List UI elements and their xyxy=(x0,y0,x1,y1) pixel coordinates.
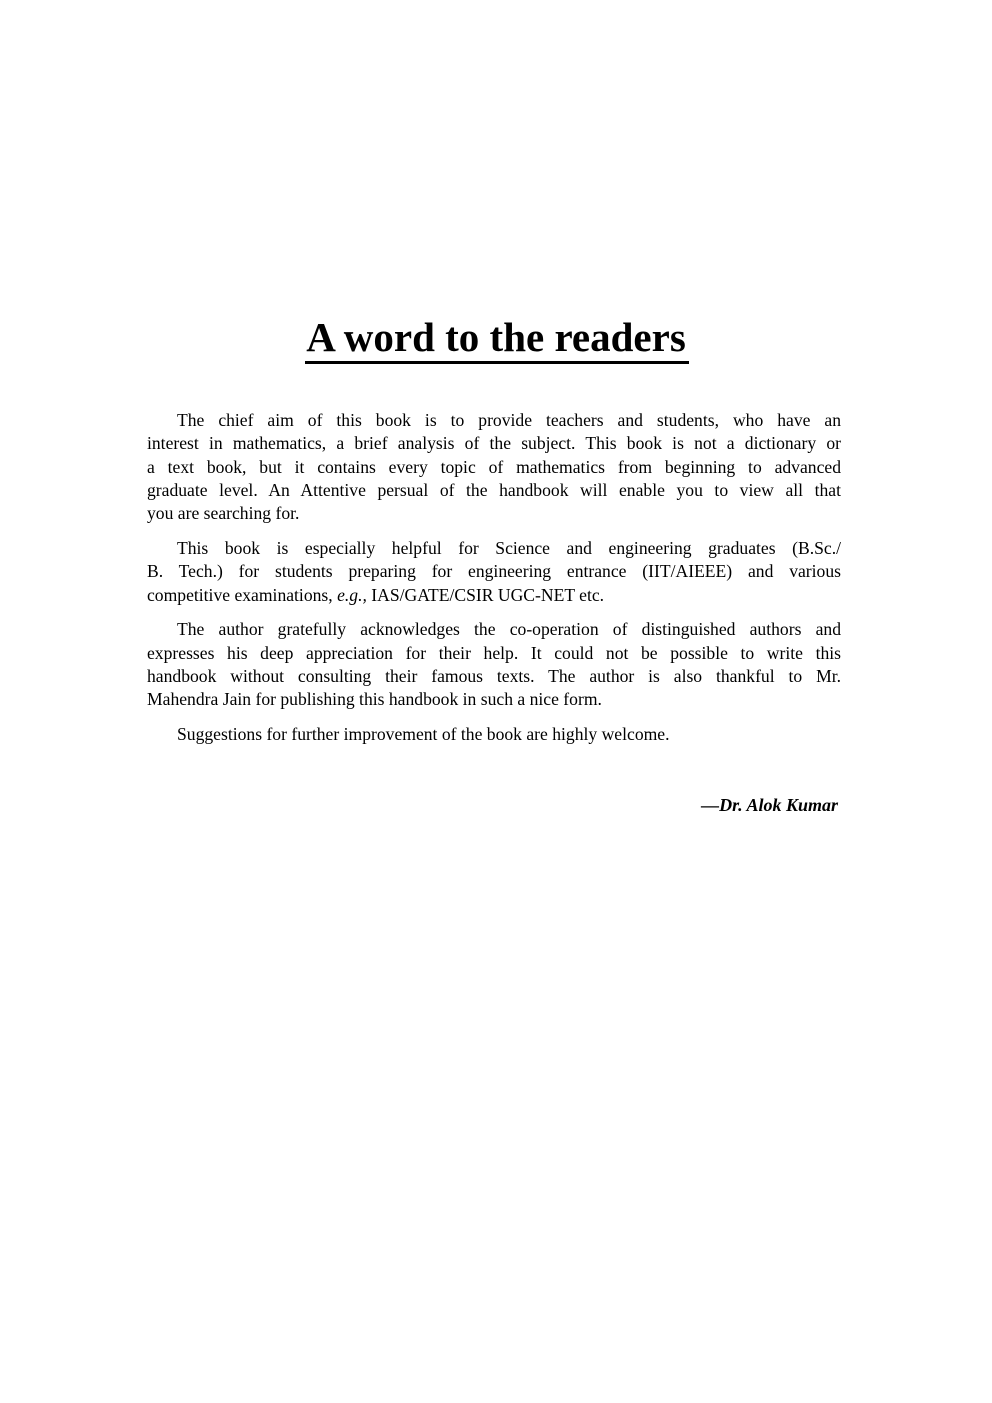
text-line: The chief aim of this book is to provide teachers and students, who have an xyxy=(177,410,841,430)
text-line: The author gratefully acknowledges the co-operation of distinguished authors and xyxy=(177,619,841,640)
text-line: expresses his deep appreciation for their help. It could not be possible to write this xyxy=(147,642,841,663)
text-line: Mahendra Jain for publishing this handbook in such a nice form. xyxy=(147,689,602,710)
page-title: A word to the readers xyxy=(306,314,686,360)
body-text xyxy=(147,409,841,758)
text-line: B. Tech.) for students preparing for engineering entrance (IIT/AIEEE) and various xyxy=(147,561,841,582)
text-line: handbook without consulting their famous texts. The author is also thankful to Mr. xyxy=(147,665,841,686)
text-line: competitive examinations, e.g., IAS/GATE/CSIR UGC-NET etc. xyxy=(147,584,605,605)
paragraph xyxy=(147,537,841,607)
signature: —Dr. Alok Kumar xyxy=(701,795,838,815)
text-line: interest in mathematics, a brief analysis of the subject. This book is not a dictionary or xyxy=(147,433,841,454)
paragraph xyxy=(147,723,841,746)
text-line: Suggestions for further improvement of the book are highly welcome. xyxy=(177,724,670,745)
paragraph xyxy=(147,618,841,711)
text-line: graduate level. An Attentive persual of the handbook will enable you to view all that xyxy=(147,479,841,500)
italic-abbrev: e.g., xyxy=(337,584,367,605)
paragraph xyxy=(147,409,841,525)
title-underline xyxy=(305,361,689,364)
text-line: a text book, but it contains every topic of mathematics from beginning to advanced xyxy=(147,456,841,477)
text-line: This book is especially helpful for Science and engineering graduates (B.Sc./ xyxy=(177,537,841,558)
text-line: you are searching for. xyxy=(147,503,300,524)
